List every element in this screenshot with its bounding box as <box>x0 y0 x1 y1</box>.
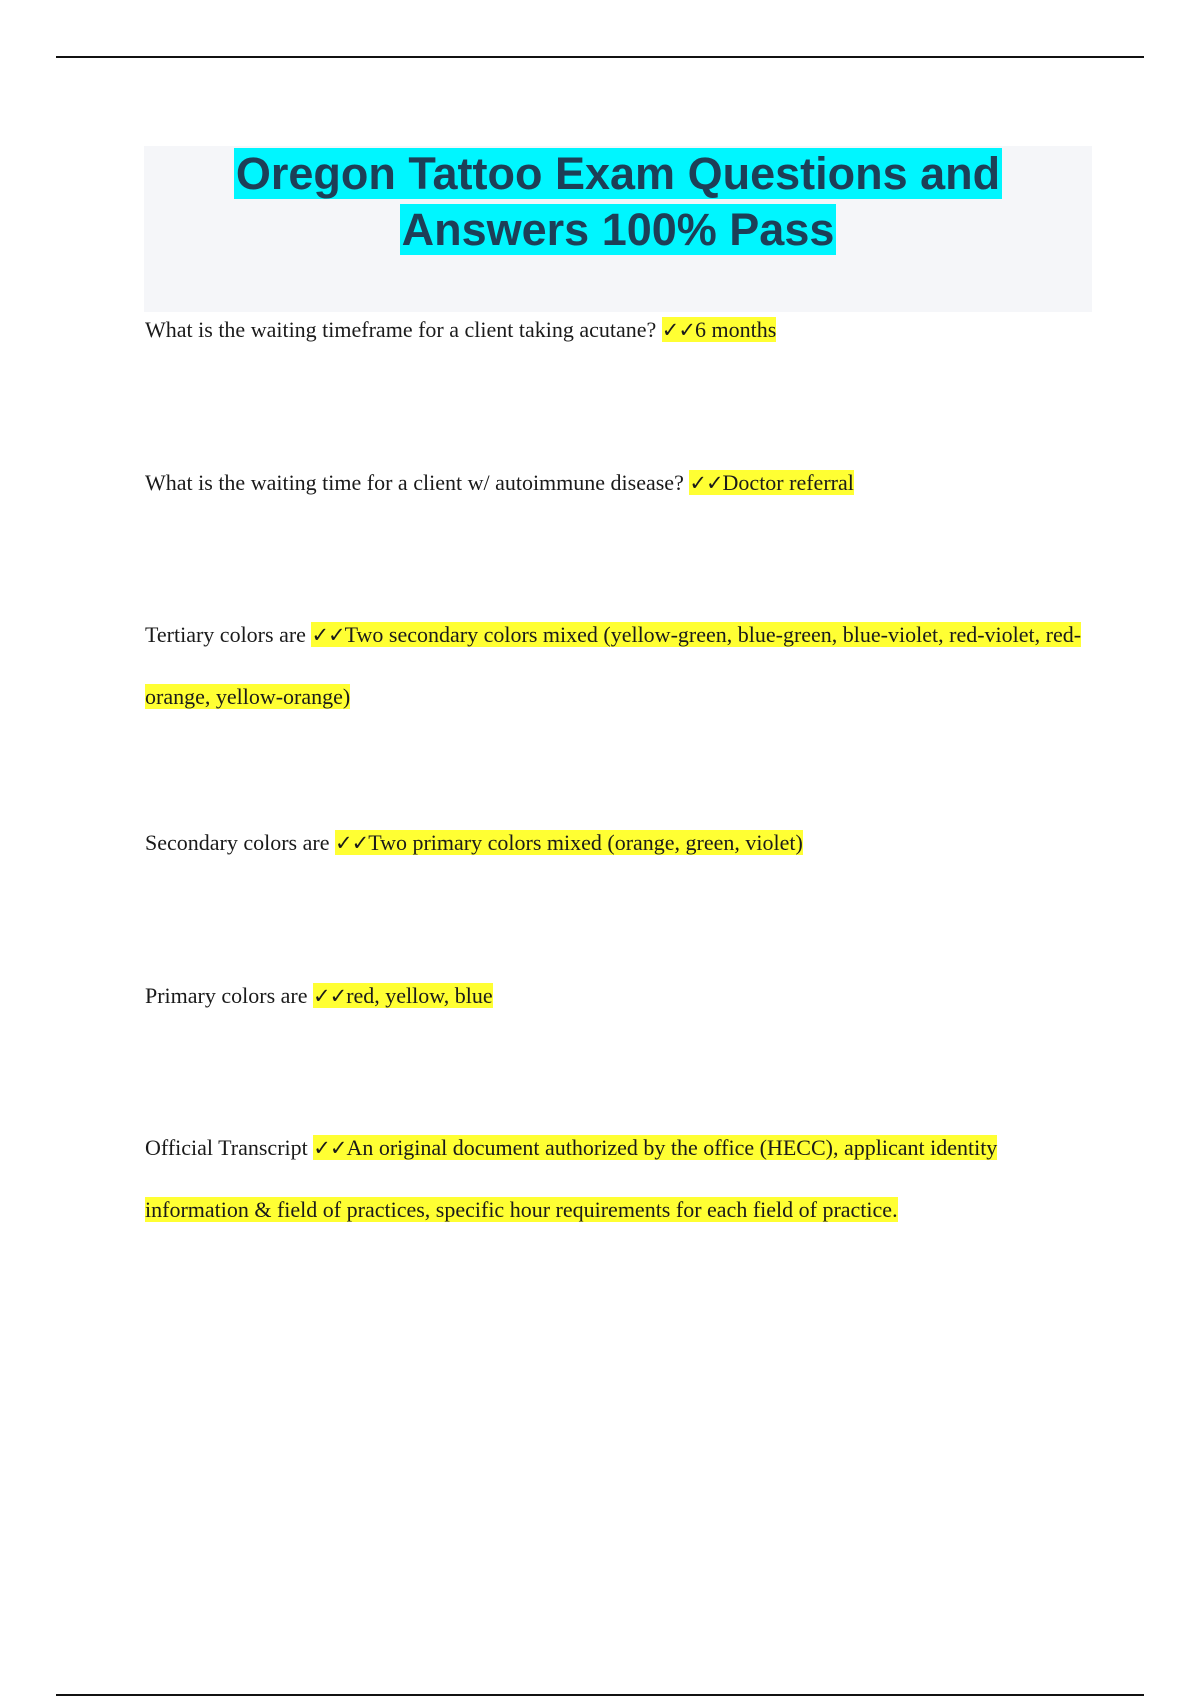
title-line-1: Oregon Tattoo Exam Questions and <box>235 148 1001 199</box>
document-title <box>144 146 1092 258</box>
answer-highlight <box>313 983 493 1008</box>
double-check-icon: ✓✓ <box>334 831 369 855</box>
answer-text: Doctor referral <box>722 470 854 495</box>
question-text: Secondary colors are <box>145 830 330 855</box>
question-text: What is the waiting time for a client w/ autoimmune disease? <box>145 470 684 495</box>
title-block <box>144 146 1092 312</box>
title-line-2: Answers 100% Pass <box>401 204 835 255</box>
double-check-icon: ✓✓ <box>313 984 347 1008</box>
double-check-icon: ✓✓ <box>689 471 723 495</box>
question-text: Official Transcript <box>145 1135 308 1160</box>
bottom-rule <box>56 1694 1144 1696</box>
answer-highlight <box>335 830 803 855</box>
answer-highlight <box>662 317 777 342</box>
qa-item-secondary-colors <box>145 812 1095 874</box>
qa-item-autoimmune <box>145 452 1095 514</box>
double-check-icon: ✓✓ <box>661 318 695 342</box>
answer-highlight <box>689 470 854 495</box>
top-rule <box>56 56 1144 58</box>
answer-text: red, yellow, blue <box>346 983 493 1008</box>
answer-text: 6 months <box>695 317 777 342</box>
qa-item-primary-colors <box>145 965 1095 1027</box>
qa-item-tertiary-colors <box>145 604 1095 727</box>
qa-item-official-transcript <box>145 1117 1095 1240</box>
answer-text: An original document authorized by the office (HECC), applicant identity information & field of practices, specific hour requirements for each field of practice. <box>145 1135 998 1222</box>
qa-item-acutane <box>145 299 1095 361</box>
question-text: Primary colors are <box>145 983 308 1008</box>
double-check-icon: ✓✓ <box>313 1136 347 1160</box>
answer-text: Two secondary colors mixed (yellow-green, blue-green, blue-violet, red-violet, red-orange, yellow-orange) <box>145 622 1082 709</box>
answer-text: Two primary colors mixed (orange, green, violet) <box>368 830 803 855</box>
double-check-icon: ✓✓ <box>311 623 345 647</box>
question-text: Tertiary colors are <box>145 622 306 647</box>
question-text: What is the waiting timeframe for a client taking acutane? <box>145 317 657 342</box>
